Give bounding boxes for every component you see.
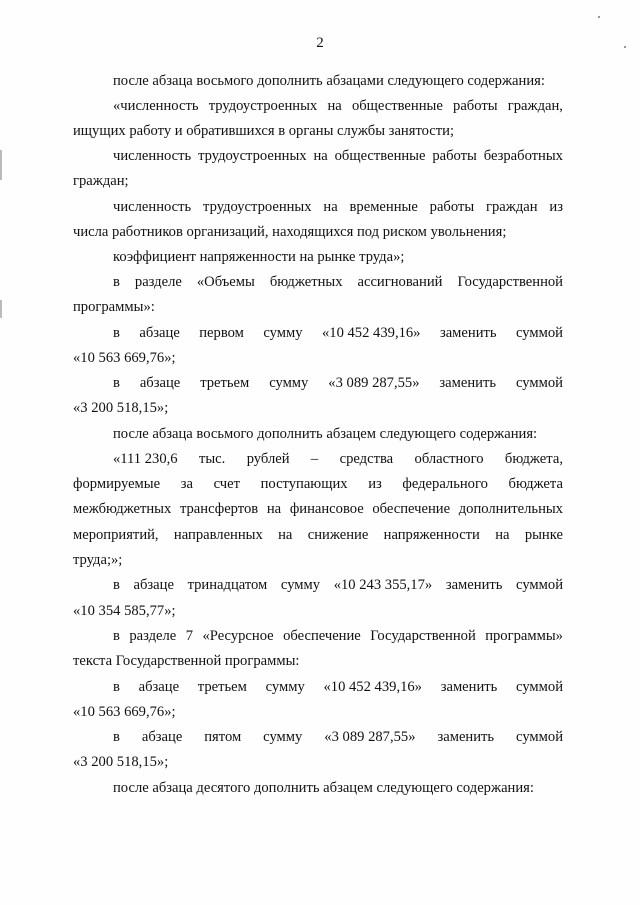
word: «Объемы <box>196 274 255 290</box>
word: суммой <box>516 577 563 593</box>
word: в <box>113 375 120 391</box>
word: суммой <box>516 729 563 745</box>
word: «10 452 439,16» <box>323 679 422 695</box>
word: направленных <box>173 527 263 543</box>
word: разделе <box>129 628 177 644</box>
word: на <box>327 98 342 114</box>
text-line <box>113 95 563 117</box>
word: абзаце <box>141 729 183 745</box>
word: «10 452 439,16» <box>321 325 421 341</box>
text-line: «3 200 518,15»; <box>73 400 169 416</box>
text-line: граждан; <box>73 173 129 189</box>
word: пятом <box>204 729 242 745</box>
word: сумму <box>263 325 303 341</box>
text-line <box>113 145 563 167</box>
word: Государственной <box>457 274 563 290</box>
word: работы <box>432 148 477 164</box>
text-line <box>113 625 563 647</box>
word: обеспечение <box>283 628 361 644</box>
word: работы <box>453 98 498 114</box>
word: финансовое <box>289 501 364 517</box>
word: – <box>310 451 319 467</box>
word: суммой <box>515 375 563 391</box>
word: абзаце <box>138 679 180 695</box>
word: тыс. <box>198 451 226 467</box>
word: сумму <box>265 679 305 695</box>
word: трудоустроенных <box>198 148 307 164</box>
word: сумму <box>280 577 321 593</box>
word: рынке <box>524 527 563 543</box>
text-line <box>113 271 563 293</box>
text-line: программы»: <box>73 299 155 315</box>
word: заменить <box>445 577 503 593</box>
text-line: после абзаца восьмого дополнить абзацами следующего содержания: <box>113 73 545 89</box>
word: абзаце <box>133 577 174 593</box>
text-line <box>113 448 563 470</box>
word: мероприятий, <box>73 527 159 543</box>
word: заменить <box>437 729 495 745</box>
word: бюджета <box>508 476 563 492</box>
scan-edge-mark <box>0 300 2 318</box>
word: на <box>313 148 328 164</box>
word: Государственной <box>370 628 476 644</box>
word: тринадцатом <box>187 577 268 593</box>
word: трудоустроенных <box>203 199 312 215</box>
word: «3 089 287,55» <box>324 729 416 745</box>
word: численность <box>113 148 192 164</box>
word: временные <box>349 199 418 215</box>
text-line <box>113 372 563 394</box>
text-line: «10 563 669,76»; <box>73 350 176 366</box>
text-line: «10 563 669,76»; <box>73 704 176 720</box>
word: в <box>113 679 120 695</box>
word: из <box>368 476 382 492</box>
word: рублей <box>246 451 290 467</box>
text-line: «10 354 585,77»; <box>73 603 176 619</box>
word: бюджета, <box>504 451 563 467</box>
text-line <box>73 498 563 520</box>
word: заменить <box>439 325 497 341</box>
word: сумму <box>269 375 309 391</box>
word: общественные <box>334 148 426 164</box>
text-line <box>113 676 563 698</box>
word: ассигнований <box>357 274 443 290</box>
word: в <box>113 628 120 644</box>
word: граждан <box>486 199 538 215</box>
word: численность <box>113 199 192 215</box>
text-line: «3 200 518,15»; <box>73 754 169 770</box>
word: формируемые <box>73 476 161 492</box>
word: абзаце <box>139 325 180 341</box>
word: суммой <box>516 679 563 695</box>
word: разделе <box>134 274 182 290</box>
word: суммой <box>516 325 563 341</box>
text-line: труда;»; <box>73 552 123 568</box>
word: сумму <box>263 729 303 745</box>
word: снижение <box>307 527 369 543</box>
text-line <box>73 473 563 495</box>
word: в <box>113 274 120 290</box>
word: за <box>180 476 193 492</box>
word: абзаце <box>139 375 181 391</box>
word: на <box>266 501 282 517</box>
word: из <box>549 199 563 215</box>
text-line: после абзаца восьмого дополнить абзацем следующего содержания: <box>113 426 538 442</box>
word: работы <box>429 199 475 215</box>
word: заменить <box>440 679 498 695</box>
word: «111 230,6 <box>113 451 178 467</box>
text-line: числа работников организаций, находящихся под риском увольнения; <box>73 224 507 240</box>
text-line: текста Государственной программы: <box>73 653 300 669</box>
word: областного <box>414 451 484 467</box>
word: «10 243 355,17» <box>333 577 433 593</box>
word: на <box>323 199 338 215</box>
word: в <box>113 577 120 593</box>
word: обеспечение <box>372 501 451 517</box>
text-line <box>113 322 563 344</box>
word: 7 <box>185 628 194 644</box>
word: программы» <box>485 628 563 644</box>
scan-speck <box>598 16 600 18</box>
word: средства <box>339 451 394 467</box>
text-line: после абзаца десятого дополнить абзацем следующего содержания: <box>113 780 534 796</box>
word: первом <box>199 325 244 341</box>
word: поступающих <box>260 476 348 492</box>
page-number: 2 <box>316 35 324 51</box>
word: третьем <box>197 679 247 695</box>
word: дополнительных <box>458 501 563 517</box>
word: трудоустроенных <box>208 98 318 114</box>
word: «3 089 287,55» <box>328 375 420 391</box>
text-line <box>113 574 563 596</box>
text-line <box>113 196 563 218</box>
word: граждан, <box>507 98 563 114</box>
word: общественные <box>351 98 443 114</box>
word: «численность <box>113 98 199 114</box>
word: счет <box>213 476 240 492</box>
word: третьем <box>200 375 250 391</box>
text-line <box>113 726 563 748</box>
word: трансфертов <box>179 501 259 517</box>
word: на <box>278 527 293 543</box>
word: в <box>113 325 120 341</box>
word: межбюджетных <box>73 501 172 517</box>
word: безработных <box>483 148 563 164</box>
word: заменить <box>439 375 497 391</box>
word: бюджетных <box>269 274 343 290</box>
scan-edge-mark <box>0 150 2 180</box>
word: на <box>495 527 510 543</box>
word: в <box>113 729 120 745</box>
word: напряженности <box>383 527 480 543</box>
word: «Ресурсное <box>202 628 274 644</box>
text-line: ищущих работу и обратившихся в органы службы занятости; <box>73 123 455 139</box>
text-line: коэффициент напряженности на рынке труда»; <box>113 249 405 265</box>
word: федерального <box>402 476 488 492</box>
text-line <box>73 524 563 546</box>
